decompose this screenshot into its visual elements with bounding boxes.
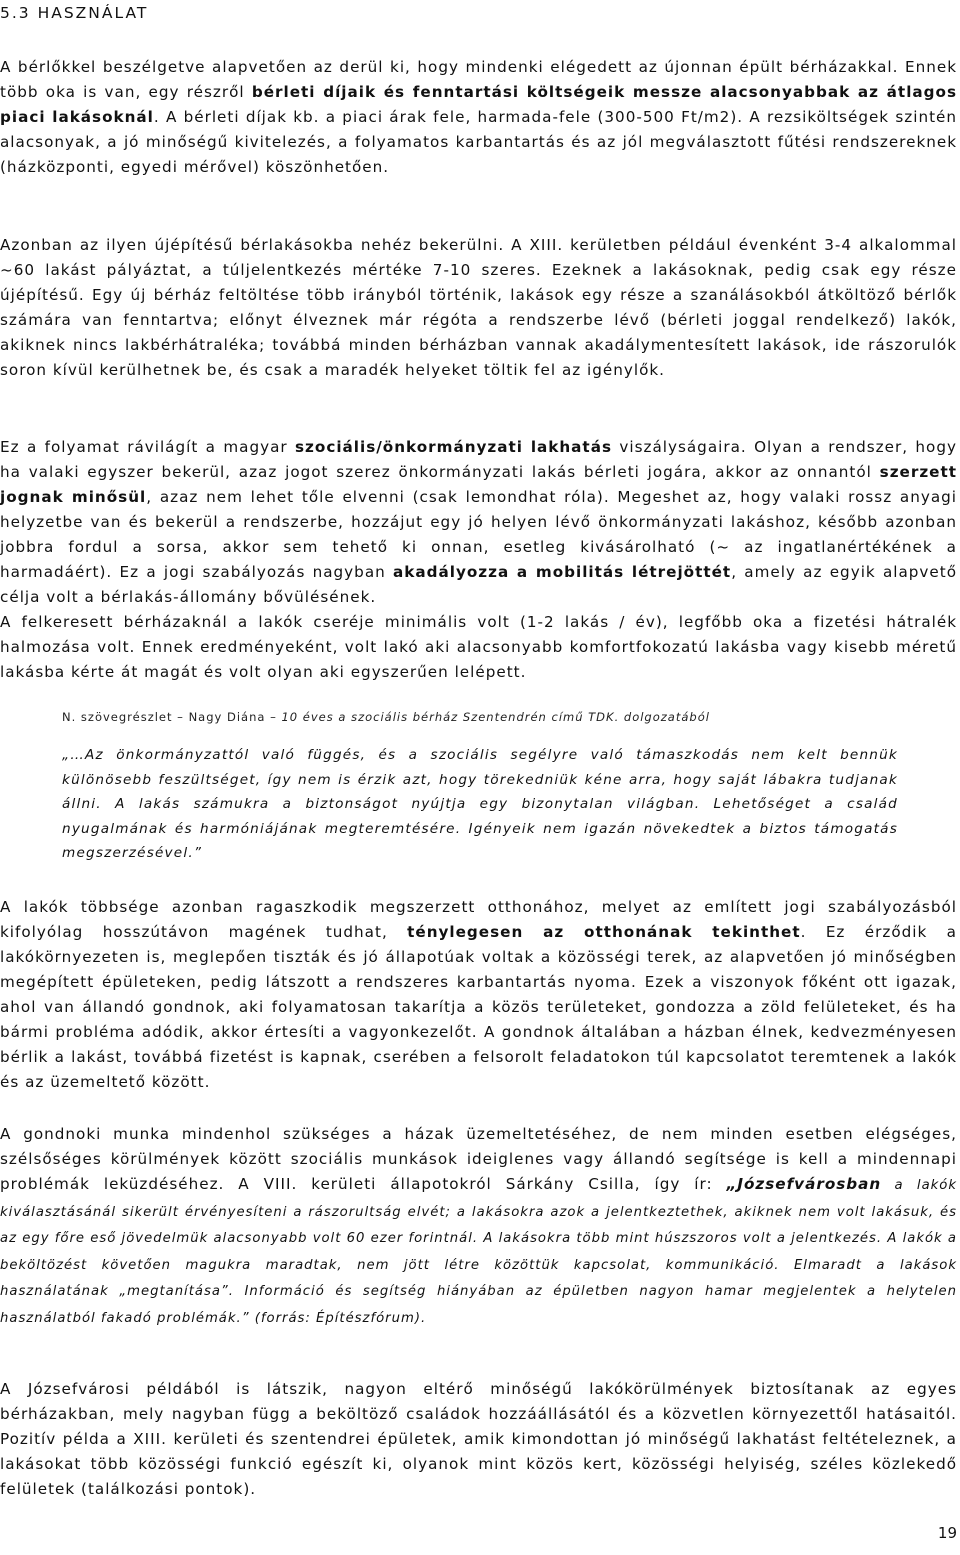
paragraph-tenant-turnover: A felkeresett bérházaknál a lakók cseréje minimális volt (1-2 lakás / év), legfőbb oka a fizetési hátralék halmozása volt. Ennek eredményeként, volt lakó aki alacsonyabb komfortfokozatú lakásba vagy kisebb méretű lakásba kérte át magát és volt olyan aki egyszerűen lelépett. xyxy=(0,613,957,681)
paragraph-social-housing xyxy=(0,435,957,610)
text-run: . Ez érződik a lakókörnyezeten is, meglepően tiszták és jó állapotúak voltak a közösségi terek, az alapvetően jó minőségben megépített épületeken, pedig látszott a rendszeres karbantartás nyoma. Ezek a viszonyok főként ott igazak, ahol van állandó gondnok, aki folyamatosan takarítja a közös területeket, gondozza a zöld felületeket, és ha bármi probléma adódik, akkor értesíti a vagyonkezelőt. A gondnok általában a házban élnek, kedvezményesen bérlik a lakást, továbbá fizetést is kapnak, cserében a felsorolt feladatokon túl kapcsolatot teremtenek a lakók és az üzemeltető között. xyxy=(0,923,957,1091)
text-run: Ez a folyamat rávilágít a magyar xyxy=(0,438,296,456)
emphasis-text: szerzett jognak minősül xyxy=(0,463,957,506)
emphasis-text: akadályozza a mobilitás létrejöttét xyxy=(393,563,732,581)
paragraph-rent-satisfaction xyxy=(0,55,957,180)
quote-attribution xyxy=(62,710,710,724)
attribution-title: 10 éves a szociális bérház Szentendrén című TDK. dolgozatából xyxy=(281,710,710,724)
block-quote: „…Az önkormányzattól való függés, és a szociális segélyre való támaszkodás nem kelt bennük különösebb feszültséget, így nem is érzik azt, hogy törekedniük kéne arra, hogy saját lábakra tudjanak állni. A lakás számukra a biztonságot nyújtja egy bizonytalan világban. Lehetőséget a család nyugalmának és harmóniájának megteremtésére. Igényeik nem igazán növekedtek a biztos támogatás megszerzésével.” xyxy=(62,747,898,861)
text-run: viszályságaira. Olyan a rendszer, hogy ha valaki egyszer bekerül, azaz jogot szerez önkormányzati lakás bérleti jogára, akkor az onnantól xyxy=(0,438,957,481)
paragraph-caretaker-work xyxy=(0,1122,957,1332)
page-number: 19 xyxy=(937,1524,957,1542)
attribution-text: N. szövegrészlet – Nagy Diána – xyxy=(62,710,282,724)
text-run: A lakók többsége azonban ragaszkodik megszerzett otthonához, melyet az említett jogi szabályozásból kifolyólag hosszútávon magének tudhat, xyxy=(0,898,957,941)
text-run: , amely az egyik alapvető célja volt a bérlakás-állomány bővülésének. xyxy=(0,563,958,606)
emphasis-text: „Józsefvárosban xyxy=(726,1175,882,1193)
quoted-text: a lakók kiválasztásánál sikerült érvényesíteni a rászorultság elvét; a lakásokra azok a jelentkeztethek, akiknek nem volt lakásuk, és az egy főre eső jövedelmük alacsonyabb volt 60 ezer forintnál. A lakásokra több mint húszszoros volt a jelentkezés. A lakók a beköltözést követően magukra maradtak, nem jött létre közöttük kapcsolat, kommunikáció. Elmaradt a lakások használatának „megtanítása”. Információ és segítség hiányában az épületben nagyon hamar megjelentek a helytelen használatból fakadó problémák.” (forrás: Építészfórum). xyxy=(0,1178,957,1326)
text-run: , azaz nem lehet tőle elvenni (csak lemondhat róla). Megeshet az, hogy valaki rossz anyagi helyzetbe van és bekerül a rendszerbe, hozzájut egy jó helyen lévő önkormányzati lakáshoz, később azonban jobbra fordul a sorsa, akkor sem tehető ki onnan, esetleg kivásárolható (~ az ingatlanértékének a harmadáért). Ez a jogi szabályozás nagyban xyxy=(0,488,958,581)
paragraph-attachment-home xyxy=(0,895,957,1095)
section-heading: 5.3 HASZNÁLAT xyxy=(0,4,149,22)
text-run: A gondnoki munka mindenhol szükséges a házak üzemeltetéséhez, de nem minden esetben elégséges, szélsőséges körülmények között szociális munkások ideiglenes vagy állandó segítsége is kell a mindennapi problémák leküzdéséhez. A VIII. kerületi állapotokról Sárkány Csilla, így ír: xyxy=(0,1125,957,1193)
emphasis-text: szociális/önkormányzati lakhatás xyxy=(295,438,612,456)
text-run: . A bérleti díjak kb. a piaci árak fele, harmada-fele (300-500 Ft/m2). A rezsiköltségek szintén alacsonyak, a jó minőségű kivitelezés, a folyamatos karbantartás és az jól megválasztott fűtési rendszereknek (házközponti, egyedi mérővel) köszönhetően. xyxy=(0,108,957,176)
emphasis-text: bérleti díjaik és fenntartási költségeik messze alacsonyabbak az átlagos piaci lakásoknál xyxy=(0,83,957,126)
emphasis-text: ténylegesen az otthonának tekinthet xyxy=(407,923,801,941)
text-run: A bérlőkkel beszélgetve alapvetően az derül ki, hogy mindenki elégedett az újonnan épült bérházakkal. Ennek több oka is van, egy részről xyxy=(0,58,957,101)
paragraph-josefvaros-example: A Józsefvárosi példából is látszik, nagyon eltérő minőségű lakókörülmények biztosítanak az egyes bérházakban, mely nagyban függ a beköltöző családok hozzáállásától és a közvetlen környezettől hatásaitól. Pozitív példa a XIII. kerületi és szentendrei épületek, amik kimondottan jó minőségű lakhatást feltételeznek, a lakásokat több közösségi funkció egészít ki, olyanok mint közös kert, közösségi helyiség, széles közlekedő felületek (találkozási pontok). xyxy=(0,1380,957,1498)
paragraph-access-difficulty: Azonban az ilyen újépítésű bérlakásokba nehéz bekerülni. A XIII. kerületben például évenként 3-4 alkalommal ~60 lakást pályáztat, a túljelentkezés mértéke 7-10 szeres. Ezeknek a lakásoknak, pedig csak egy része újépítésű. Egy új bérház feltöltése több irányból történik, lakások egy része a szanálásokból átköltöző bérlők számára van fenntartva; előnyt élveznek már régóta a rendszerbe lévő (bérleti joggal rendelkező) lakók, akiknek nincs lakbérhátraléka; továbbá minden bérházban vannak akadálymentesített lakások, ide rászorulók soron kívül kerülhetnek be, és csak a maradék helyeket töltik fel az igénylők. xyxy=(0,236,957,379)
